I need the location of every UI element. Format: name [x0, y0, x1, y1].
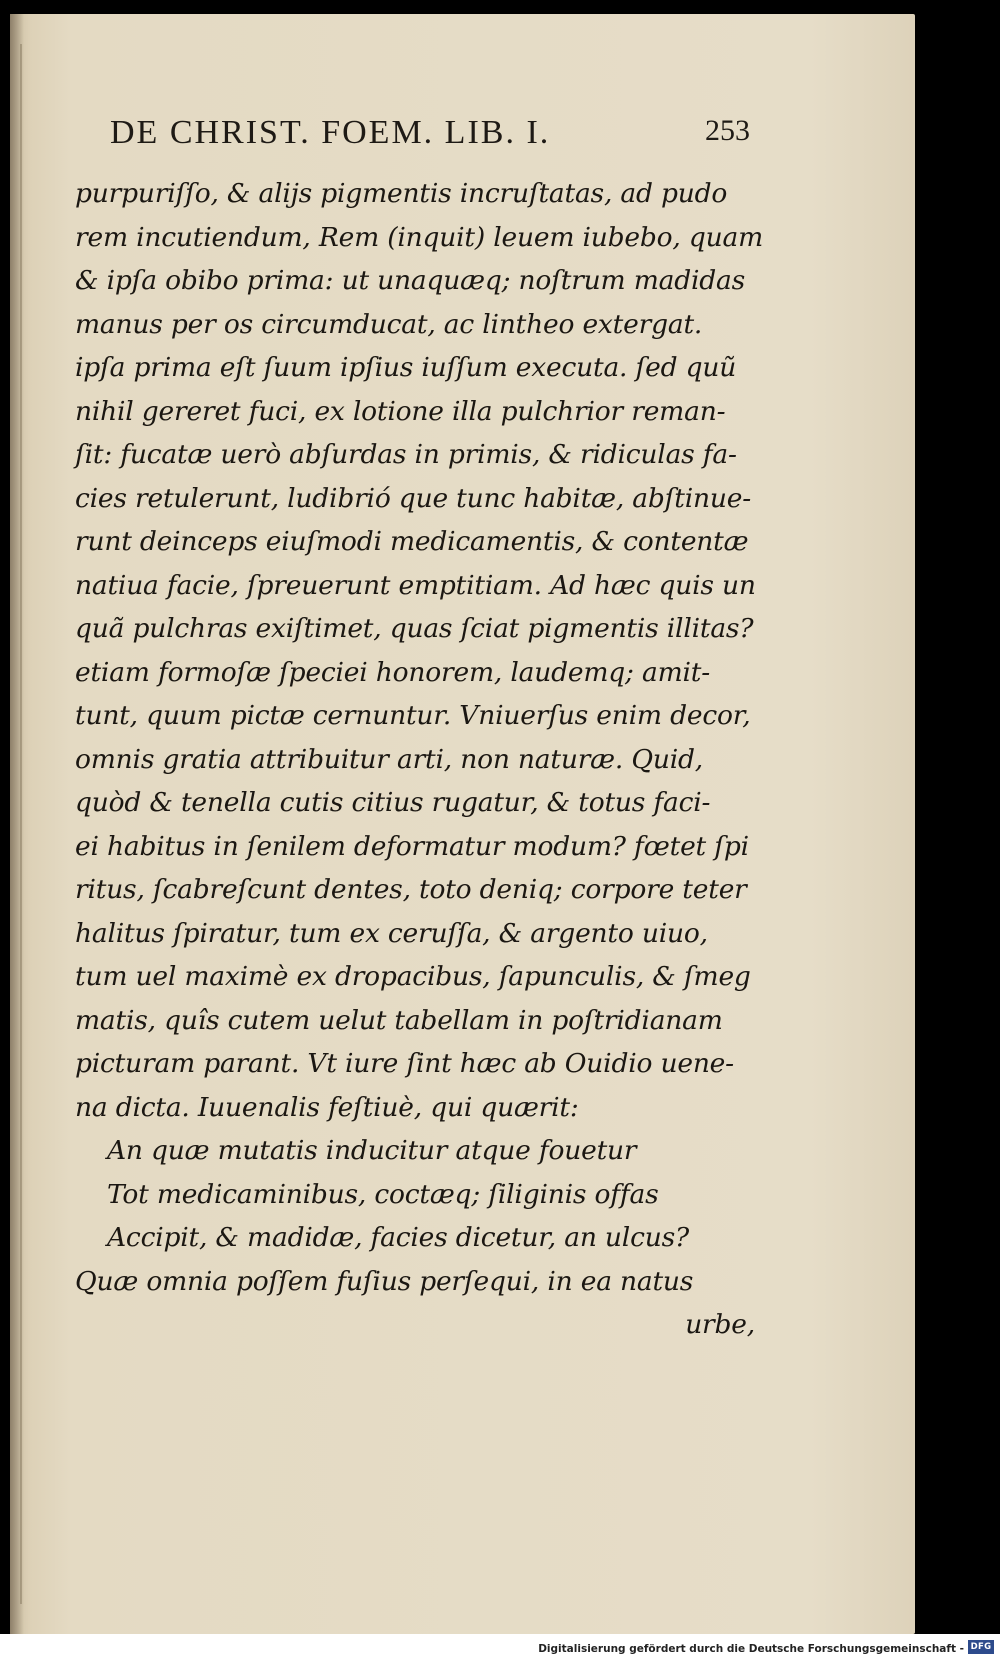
running-head-title: DE CHRIST. FOEM. LIB. I. [110, 114, 551, 151]
text-line: picturam parant. Vt iure ſint hæc ab Ouidio uene- [75, 1048, 734, 1079]
digitization-footer [0, 1634, 1000, 1659]
text-line: tunt, quum pictæ cernuntur. Vniuerſus enim decor, [75, 700, 751, 731]
book-page [10, 14, 915, 1634]
text-line: ipſa prima eſt ſuum ipſius iuſſum executa. ſed quũ [75, 352, 737, 383]
text-line: ritus, ſcabreſcunt dentes, toto deniq; corpore teter [75, 874, 747, 905]
text-line: halitus ſpiratur, tum ex ceruſſa, & argento uiuo, [75, 917, 708, 949]
text-line: runt deinceps eiuſmodi medicamentis, & contentæ [75, 526, 749, 557]
text-line: matis, quîs cutem uelut tabellam in poſtridianam [75, 1004, 723, 1036]
text-line: cies retulerunt, ludibrió que tunc habitæ, abſtinue- [75, 482, 751, 514]
text-line: nihil gereret fuci, ex lotione illa pulchrior reman- [75, 395, 726, 427]
page-gutter-edge [20, 44, 22, 1604]
running-head [110, 114, 750, 152]
body-text [75, 172, 763, 1347]
text-line: rem incutiendum, Rem (inquit) leuem iubebo, quam [75, 221, 763, 253]
text-line: ſit: fucatæ uerò abſurdas in primis, & ridiculas fa- [75, 439, 737, 470]
text-line: ei habitus in ſenilem deformatur modum? fœtet ſpi [75, 830, 749, 862]
text-line: quòd & tenella cutis citius rugatur, & totus faci- [75, 787, 711, 818]
dfg-logo-icon: DFG [968, 1640, 994, 1654]
text-line: purpuriſſo, & alijs pigmentis incruſtatas, ad pudo [75, 178, 728, 209]
verse-line: Accipit, & madidæ, facies dicetur, an ulcus? [107, 1222, 689, 1253]
text-line: natiua facie, ſpreuerunt emptitiam. Ad hæc quis un [75, 569, 756, 601]
text-line: etiam formoſæ ſpeciei honorem, laudemq; amit- [75, 656, 710, 688]
text-line: na dicta. Iuuenalis feſtiuè, qui quærit: [75, 1091, 579, 1123]
verse-line: An quæ mutatis inducitur atque fouetur [107, 1135, 637, 1166]
funding-credit: Digitalisierung gefördert durch die Deutsche Forschungsgemeinschaft - [538, 1643, 964, 1655]
text-line: quã pulchras exiſtimet, quas ſciat pigmentis illitas? [75, 613, 754, 644]
page-number: 253 [705, 114, 750, 147]
text-line: manus per os circumducat, ac lintheo extergat. [75, 308, 703, 340]
text-line: & ipſa obibo prima: ut unaquæq; noſtrum madidas [75, 265, 746, 296]
text-line: tum uel maximè ex dropacibus, ſapunculis, & ſmeg [75, 961, 751, 992]
closing-line: Quæ omnia poſſem fuſius perſequi, in ea natus [75, 1265, 694, 1297]
verse-line: Tot medicaminibus, coctæq; ſiliginis offas [107, 1178, 659, 1210]
text-line: omnis gratia attribuitur arti, non naturæ. Quid, [75, 743, 703, 775]
catchword: urbe, [685, 1309, 755, 1340]
